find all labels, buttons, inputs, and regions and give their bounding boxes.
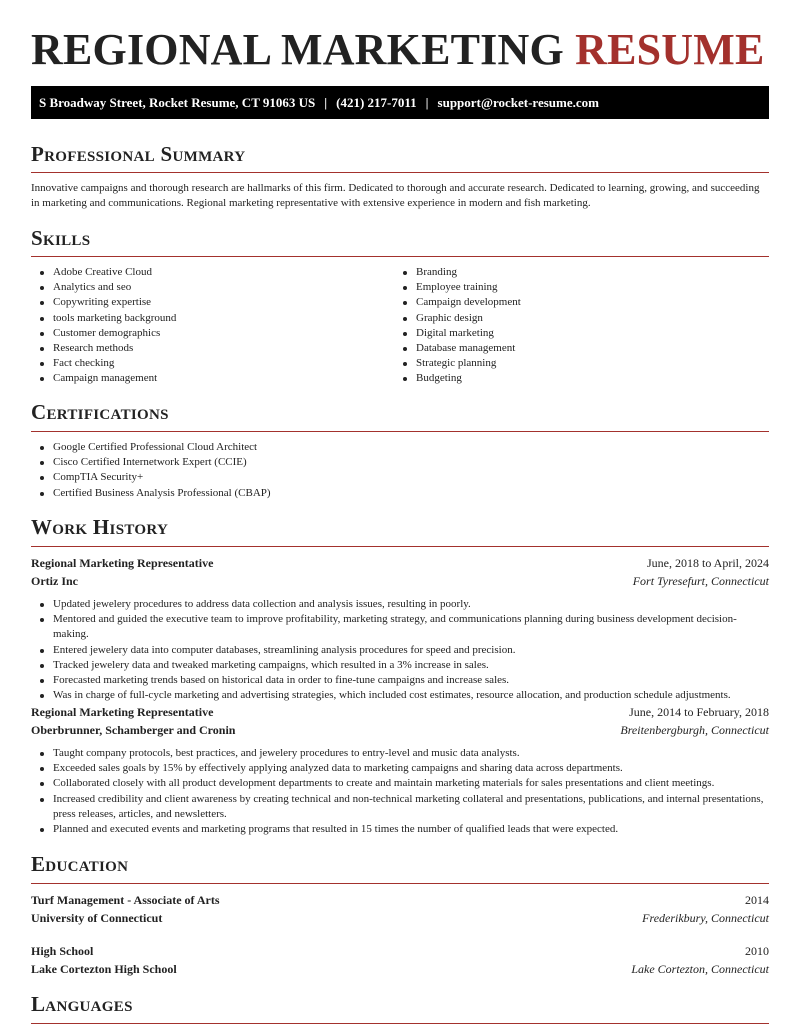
skill-item: Digital marketing	[394, 326, 754, 341]
certification-item: CompTIA Security+	[31, 470, 769, 485]
education-degree: High School	[31, 944, 94, 958]
contact-email[interactable]: support@rocket-resume.com	[437, 95, 599, 110]
job-dates: June, 2014 to February, 2018	[629, 705, 769, 719]
skills-list-left	[31, 265, 391, 387]
work-history-divider	[31, 546, 769, 547]
work-history-heading: Work History	[31, 515, 169, 539]
job-company: Ortiz Inc	[31, 574, 78, 588]
skill-item: Customer demographics	[31, 326, 391, 341]
education-school: Lake Cortezton High School	[31, 962, 177, 976]
job-bullet: Increased credibility and client awareness by creating technical and non-technical marketing collateral and presentations, publications, and internal presentations, press releases, articles, and newsletters.	[31, 792, 769, 822]
skill-item: Branding	[394, 265, 754, 280]
job-bullet: Collaborated closely with all product development departments to create and maintain marketing materials for sales presentations and client meetings.	[31, 776, 769, 791]
summary-text: Innovative campaigns and thorough research are hallmarks of this firm. Dedicated to thorough and accurate research. Dedicated to learning, growing, and succeeding in marketing and communications. Regional marketing representative with extensive experience in modern and fish marketing.	[31, 182, 760, 210]
education-heading: Education	[31, 852, 129, 876]
contact-phone: (421) 217-7011	[336, 95, 417, 110]
job-dates: June, 2018 to April, 2024	[647, 556, 769, 570]
education-year: 2010	[745, 944, 769, 958]
education-divider	[31, 883, 769, 884]
resume-name	[31, 26, 765, 74]
job-company: Oberbrunner, Schamberger and Cronin	[31, 723, 236, 737]
summary-divider	[31, 172, 769, 173]
skill-item: Campaign management	[31, 371, 391, 386]
skill-item: Campaign development	[394, 295, 754, 310]
job-bullet: Planned and executed events and marketing programs that resulted in 15 times the number of qualified leads that were expected.	[31, 822, 769, 837]
job-location: Fort Tyresefurt, Connecticut	[632, 574, 769, 588]
skill-item: Employee training	[394, 280, 754, 295]
job-bullets	[31, 597, 769, 703]
skills-heading: Skills	[31, 226, 91, 250]
education-year: 2014	[745, 893, 769, 907]
contact-separator: |	[324, 95, 328, 110]
education-degree: Turf Management - Associate of Arts	[31, 893, 220, 907]
languages-divider	[31, 1023, 769, 1024]
certification-item: Certified Business Analysis Professional (CBAP)	[31, 486, 769, 501]
skill-item: tools marketing background	[31, 311, 391, 326]
name-accent: RESUME	[575, 25, 765, 74]
skills-list-right	[394, 265, 754, 387]
certifications-heading: Certifications	[31, 400, 169, 424]
certifications-list	[31, 440, 769, 501]
job-bullets	[31, 746, 769, 837]
job-title: Regional Marketing Representative	[31, 705, 214, 719]
job-title: Regional Marketing Representative	[31, 556, 214, 570]
job-bullet: Entered jewelery data into computer databases, streamlining analysis procedures for speed and precision.	[31, 643, 769, 658]
contact-separator: |	[425, 95, 429, 110]
skill-item: Budgeting	[394, 371, 754, 386]
contact-address: S Broadway Street, Rocket Resume, CT 91063 US	[39, 95, 316, 110]
contact-bar	[31, 86, 769, 119]
job-bullet: Updated jewelery procedures to address data collection and analysis issues, resulting in poorly.	[31, 597, 769, 612]
skill-item: Strategic planning	[394, 356, 754, 371]
certification-item: Google Certified Professional Cloud Architect	[31, 440, 769, 455]
skills-divider	[31, 256, 769, 257]
certification-item: Cisco Certified Internetwork Expert (CCIE)	[31, 455, 769, 470]
skill-item: Database management	[394, 341, 754, 356]
languages-heading: Languages	[31, 992, 133, 1016]
skill-item: Graphic design	[394, 311, 754, 326]
job-bullet: Tracked jewelery data and tweaked marketing campaigns, which resulted in a 3% increase in sales.	[31, 658, 769, 673]
skill-item: Adobe Creative Cloud	[31, 265, 391, 280]
education-location: Frederikbury, Connecticut	[642, 911, 769, 925]
skill-item: Research methods	[31, 341, 391, 356]
skill-item: Copywriting expertise	[31, 295, 391, 310]
skill-item: Analytics and seo	[31, 280, 391, 295]
summary-heading: Professional Summary	[31, 142, 246, 166]
job-bullet: Taught company protocols, best practices, and jewelery procedures to entry-level and music data analysts.	[31, 746, 769, 761]
education-location: Lake Cortezton, Connecticut	[631, 962, 769, 976]
certifications-divider	[31, 431, 769, 432]
job-bullet: Exceeded sales goals by 15% by effectively applying analyzed data to marketing campaigns and sharing data across departments.	[31, 761, 769, 776]
job-bullet: Mentored and guided the executive team to improve profitability, marketing strategy, and communications planning during business development decision-making.	[31, 612, 769, 642]
skill-item: Fact checking	[31, 356, 391, 371]
job-bullet: Was in charge of full-cycle marketing and advertising strategies, which included cost estimates, resource allocation, and production schedule adjustments.	[31, 688, 769, 703]
job-bullet: Forecasted marketing trends based on historical data in order to fine-tune campaigns and increase sales.	[31, 673, 769, 688]
education-school: University of Connecticut	[31, 911, 163, 925]
job-location: Breitenbergburgh, Connecticut	[620, 723, 769, 737]
name-main: REGIONAL MARKETING	[31, 25, 564, 74]
